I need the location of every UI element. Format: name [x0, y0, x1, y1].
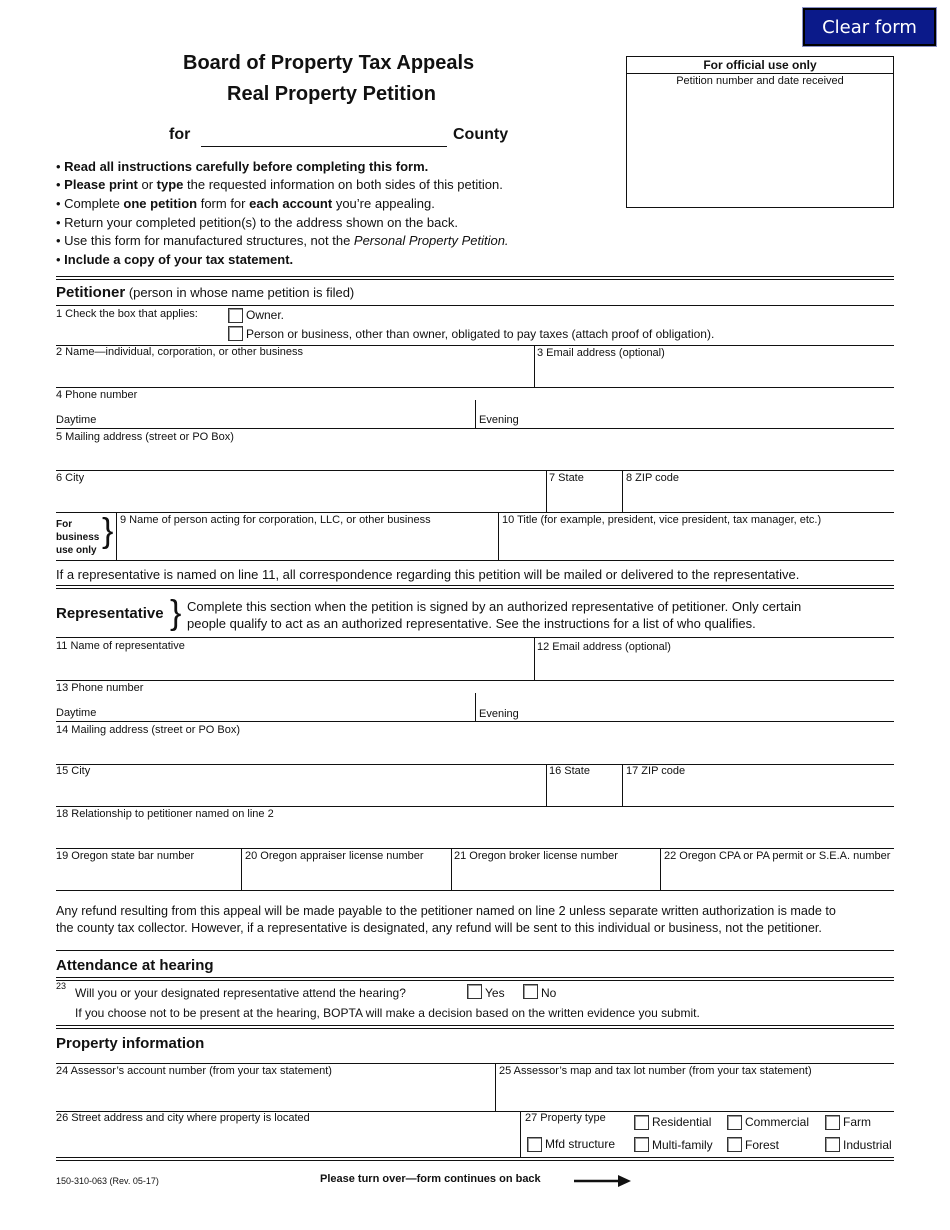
line8-label: 8 ZIP code — [626, 472, 679, 484]
line22-label: 22 Oregon CPA or PA permit or S.E.A. number — [664, 850, 891, 862]
rep-daytime-phone-input[interactable] — [100, 695, 470, 719]
line9-label: 9 Name of person acting for corporation, LLC, or other business — [120, 514, 431, 526]
instruction-3: • Complete one petition form for each account you’re appealing. — [56, 196, 435, 211]
line14-label: 14 Mailing address (street or PO Box) — [56, 724, 241, 736]
official-subtitle: Petition number and date received — [676, 75, 844, 87]
line27-label: 27 Property type — [525, 1112, 606, 1124]
type-multifamily-checkbox[interactable] — [634, 1137, 649, 1152]
county-input[interactable] — [201, 146, 447, 147]
line10-label: 10 Title (for example, president, vice president, tax manager, etc.) — [502, 514, 822, 526]
line1-label: 1 Check the box that applies: — [56, 308, 198, 320]
attend-no-label: No — [541, 986, 557, 1000]
daytime-label: Daytime — [56, 707, 97, 719]
owner-checkbox[interactable] — [228, 308, 243, 323]
type-forest-label: Forest — [745, 1138, 780, 1152]
type-residential-label: Residential — [652, 1115, 712, 1129]
line2-label: 2 Name—individual, corporation, or other business — [56, 346, 304, 358]
type-commercial-label: Commercial — [745, 1115, 810, 1129]
instruction-1: • Read all instructions carefully before completing this form. — [56, 159, 429, 174]
business-use-label: For business use only — [56, 519, 100, 556]
line12-label: 12 Email address (optional) — [537, 641, 671, 653]
type-industrial-checkbox[interactable] — [825, 1137, 840, 1152]
instruction-2: • Please print or type the requested information on both sides of this petition. — [56, 177, 503, 192]
owner-option-label: Owner. — [246, 308, 285, 322]
rep-name-input[interactable] — [56, 654, 532, 678]
property-heading: Property information — [56, 1035, 205, 1052]
acting-person-input[interactable] — [120, 530, 494, 558]
petitioner-city-input[interactable] — [56, 486, 542, 510]
type-commercial-checkbox[interactable] — [727, 1115, 742, 1130]
rep-city-input[interactable] — [56, 780, 542, 804]
account-number-input[interactable] — [56, 1080, 492, 1108]
type-farm-label: Farm — [843, 1115, 871, 1129]
form-number: 150-310-063 (Rev. 05-17) — [56, 1176, 159, 1186]
type-farm-checkbox[interactable] — [825, 1115, 840, 1130]
acting-title-input[interactable] — [502, 530, 892, 558]
type-residential-checkbox[interactable] — [634, 1115, 649, 1130]
instruction-6: • Include a copy of your tax statement. — [56, 252, 294, 267]
turn-over-text: Please turn over—form continues on back — [320, 1173, 541, 1185]
line15-label: 15 City — [56, 765, 91, 777]
form-title: Board of Property Tax Appeals — [183, 52, 475, 74]
petitioner-state-input[interactable] — [549, 486, 619, 510]
type-mfd-label: Mfd structure — [545, 1137, 616, 1151]
property-address-input[interactable] — [56, 1126, 516, 1154]
line21-label: 21 Oregon broker license number — [454, 850, 618, 862]
clear-form-button[interactable]: Clear form — [803, 8, 936, 46]
refund-notice: Any refund resulting from this appeal will be made payable to the petitioner named on line 2 unless separate written authorization is made to the county tax collector. However, if a representative is designated, any refund will be sent to this individual or business, not the petitioner. — [56, 904, 836, 935]
attendance-question: Will you or your designated representative attend the hearing? — [75, 986, 406, 1000]
type-mfd-checkbox[interactable] — [527, 1137, 542, 1152]
rep-mailing-address-input[interactable] — [56, 737, 892, 761]
type-multifamily-label: Multi-family — [652, 1138, 713, 1152]
brace-icon: } — [102, 512, 114, 550]
instruction-5: • Use this form for manufactured structures, not the Personal Property Petition. — [56, 233, 509, 248]
instruction-4: • Return your completed petition(s) to the address shown on the back. — [56, 215, 458, 230]
attendance-heading: Attendance at hearing — [56, 957, 214, 974]
other-obligated-checkbox[interactable] — [228, 326, 243, 341]
line6-label: 6 City — [56, 472, 85, 484]
petitioner-heading: Petitioner (person in whose name petition is filed) — [56, 284, 355, 301]
line7-label: 7 State — [549, 472, 584, 484]
arrow-right-icon — [574, 1174, 632, 1188]
bar-number-input[interactable] — [56, 864, 238, 888]
petitioner-evening-phone-input[interactable] — [525, 402, 893, 426]
for-label: for — [169, 126, 191, 143]
map-taxlot-input[interactable] — [499, 1080, 892, 1108]
attendance-note: If you choose not to be present at the hearing, BOPTA will make a decision based on the written evidence you submit. — [75, 1006, 700, 1020]
relationship-input[interactable] — [56, 822, 892, 846]
cpa-permit-input[interactable] — [664, 864, 892, 888]
broker-license-input[interactable] — [454, 864, 656, 888]
form-subtitle: Real Property Petition — [227, 83, 436, 105]
rep-state-input[interactable] — [549, 780, 619, 804]
type-forest-checkbox[interactable] — [727, 1137, 742, 1152]
representative-notice: If a representative is named on line 11, all correspondence regarding this petition will be mailed or delivered to the representative. — [56, 567, 800, 582]
county-label: County — [453, 126, 509, 143]
official-title: For official use only — [703, 58, 817, 72]
daytime-label: Daytime — [56, 414, 97, 426]
official-use-box — [626, 56, 894, 208]
rep-email-input[interactable] — [537, 654, 893, 678]
line24-label: 24 Assessor’s account number (from your tax statement) — [56, 1065, 332, 1077]
petitioner-mailing-address-input[interactable] — [56, 444, 892, 468]
representative-note: Complete this section when the petition is signed by an authorized representative of petitioner. Only certain people qualify to act as an authorized representative. See the instructions for a list of who qualifies. — [187, 599, 802, 631]
petitioner-name-input[interactable] — [56, 360, 532, 386]
line3-label: 3 Email address (optional) — [537, 347, 665, 359]
line18-label: 18 Relationship to petitioner named on line 2 — [56, 808, 274, 820]
line26-label: 26 Street address and city where property is located — [56, 1112, 310, 1124]
petitioner-zip-input[interactable] — [626, 486, 892, 510]
attend-yes-checkbox[interactable] — [467, 984, 482, 999]
rep-evening-phone-input[interactable] — [525, 695, 893, 719]
other-obligated-label: Person or business, other than owner, obligated to pay taxes (attach proof of obligation). — [246, 327, 715, 341]
line25-label: 25 Assessor’s map and tax lot number (from your tax statement) — [499, 1065, 812, 1077]
line11-label: 11 Name of representative — [56, 640, 185, 652]
line17-label: 17 ZIP code — [626, 765, 686, 777]
petitioner-daytime-phone-input[interactable] — [100, 402, 470, 426]
type-industrial-label: Industrial — [843, 1138, 892, 1152]
brace-icon: } — [170, 594, 182, 632]
attend-no-checkbox[interactable] — [523, 984, 538, 999]
line4-label: 4 Phone number — [56, 389, 138, 401]
petitioner-email-input[interactable] — [537, 360, 893, 386]
line16-label: 16 State — [549, 765, 590, 777]
representative-heading: Representative — [56, 605, 164, 622]
attend-yes-label: Yes — [485, 986, 505, 1000]
line5-label: 5 Mailing address (street or PO Box) — [56, 431, 234, 443]
line20-label: 20 Oregon appraiser license number — [245, 850, 424, 862]
line13-label: 13 Phone number — [56, 682, 144, 694]
appraiser-license-input[interactable] — [245, 864, 447, 888]
line23-number: 23 — [56, 981, 67, 991]
evening-label: Evening — [479, 414, 519, 426]
evening-label: Evening — [479, 708, 519, 720]
rep-zip-input[interactable] — [626, 780, 892, 804]
line19-label: 19 Oregon state bar number — [56, 850, 195, 862]
